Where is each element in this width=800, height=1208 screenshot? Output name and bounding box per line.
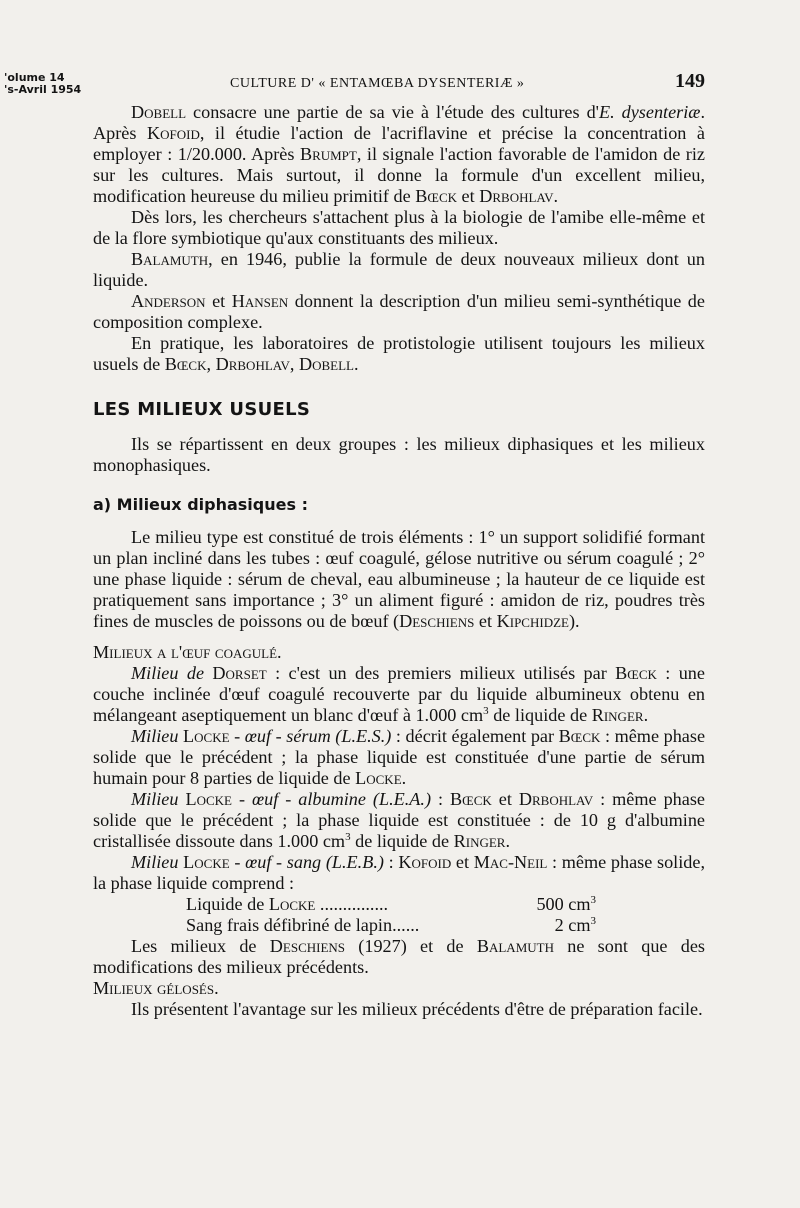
text-run: . [354, 354, 359, 374]
text-run: : même phase solide, la phase liquide comprend : [93, 852, 705, 893]
text-run: et [491, 789, 519, 809]
author-name: Bœck [558, 726, 601, 746]
author-name: Bœck [164, 354, 207, 374]
paragraph-dorset [93, 663, 705, 726]
text-run: et [474, 611, 497, 631]
article-body [93, 102, 705, 1020]
text-run: : même phase solide que le précédent ; la phase liquide est constituée : de 10 g d'albumine cristallisée dissoute dans 1.000 cm [93, 789, 705, 851]
author-name: Bœck [615, 663, 657, 683]
recipe-row [93, 915, 705, 936]
subsection-title: a) Milieux diphasiques : [93, 495, 308, 514]
text-run: , il signale l'action favorable de l'amidon de riz sur les cultures. Mais surtout, il donne la formule d'un excellent milieu, modification heureuse du milieu primitif de [93, 144, 705, 206]
page-number: 149 [675, 70, 705, 92]
text-run: . Après [93, 102, 705, 143]
text-run: (1927) et de [345, 936, 477, 956]
text-run: de liquide de [488, 705, 592, 725]
text-run: Milieu [131, 789, 179, 809]
paragraph-practice [93, 333, 705, 375]
author-name: Deschiens [269, 936, 346, 956]
superscript: 3 [483, 704, 489, 717]
paragraph-dobell [93, 102, 705, 207]
text-run: : c'est un des premiers milieux utilisés par [266, 663, 616, 683]
volume-line: 'olume 14 [4, 71, 65, 84]
text-run: , [206, 354, 216, 374]
leader-dots: ............... [315, 894, 389, 914]
author-name: Balamuth [476, 936, 554, 956]
text-run: Sang frais défibriné de lapin [186, 915, 393, 935]
text-run: , [289, 354, 299, 374]
text-run: Milieu [131, 726, 179, 746]
recipe-quantity [506, 915, 596, 936]
recipe-quantity [506, 894, 596, 915]
text-run: : [383, 852, 399, 872]
author-name: Dobell [298, 354, 354, 374]
medium-formula: - œuf - albumine (L.E.A.) [231, 789, 432, 809]
author-name: Mac-Neil [473, 852, 548, 872]
paragraph-lea [93, 789, 705, 852]
text-run: . [505, 831, 511, 851]
medium-formula: - œuf - sérum (L.E.S.) [229, 726, 392, 746]
leader-dots: ...... [392, 915, 420, 935]
text-run: Le milieu type est constitué de trois éléments : 1° un support solidifié formant un plan incliné dans les tubes : œuf coagulé, gélose nutritive ou sérum coagulé ; 2° une phase liquide : sérum de cheval, eau albumineuse ; la hauteur de ce liquide est pratiquement sans importance ; 3° un aliment figuré : amidon de riz, poudres très fines de muscles de poissons ou de bœuf ( [93, 527, 705, 631]
author-name: Dorset [204, 663, 267, 683]
text-run: consacre une partie de sa vie à l'étude des cultures d' [186, 102, 599, 122]
text-run: , il étudie l'action de l'acriflavine et précise la concentration à employer : 1/20.000. Après [93, 123, 706, 164]
heading-geloses: Milieux gélosés. [93, 978, 219, 998]
author-name: Locke [355, 768, 402, 788]
text-run: et [451, 852, 474, 872]
running-title: CULTURE D' « ENTAMŒBA DYSENTERIÆ » [230, 76, 525, 91]
author-name: Anderson [131, 291, 206, 311]
author-name: Dobell [131, 102, 187, 122]
text-run: , en 1946, publie la formule de deux nouveaux milieux dont un liquide. [93, 249, 705, 290]
author-name: Balamuth [131, 249, 209, 269]
author-name: Brumpt [299, 144, 357, 164]
section-title: LES MILIEUX USUELS [93, 399, 311, 420]
author-name: Kofoid [146, 123, 200, 143]
author-name: Bœck [415, 186, 457, 206]
text-run: et [205, 291, 232, 311]
text-run: Milieu [131, 852, 179, 872]
author-name: Ringer [453, 831, 506, 851]
author-name: Ringer [591, 705, 644, 725]
author-name: Locke [178, 789, 232, 809]
issue-date-line: 's-Avril 1954 [4, 83, 82, 96]
text-run: de liquide de [350, 831, 454, 851]
recipe-ingredient [186, 915, 506, 936]
paragraph-leb [93, 852, 705, 894]
author-name: Deschiens [399, 611, 475, 631]
author-name: Locke [178, 726, 230, 746]
medium-formula: - œuf - sang (L.E.B.) [229, 852, 384, 872]
paragraph-groups: Ils se répartissent en deux groupes : les milieux diphasiques et les milieux monophasiques. [93, 434, 705, 475]
text-run: 500 cm [536, 894, 591, 914]
text-run: . [401, 768, 407, 788]
author-name: Kofoid [398, 852, 452, 872]
text-run: Les milieux de [131, 936, 270, 956]
text-run: : décrit également par [391, 726, 559, 746]
author-name: Locke [178, 852, 230, 872]
author-name: Kipchidze [496, 611, 569, 631]
recipe-ingredient [186, 894, 506, 915]
paragraph-geloses: Ils présentent l'avantage sur les milieux précédents d'être de préparation facile. [131, 999, 703, 1019]
paragraph-balamuth [93, 249, 705, 291]
text-run: ). [568, 611, 580, 631]
heading-oeuf-coagule: Milieux a l'œuf coagulé. [93, 642, 282, 662]
text-run: : même phase solide que le précédent ; la phase liquide est constituée d'une partie de sérum humain pour 8 parties de liquide de [93, 726, 706, 788]
paragraph-modifications [93, 936, 705, 978]
author-name: Drbohlav [479, 186, 554, 206]
author-name: Bœck [450, 789, 492, 809]
text-run: et [457, 186, 480, 206]
recipe-row [93, 894, 705, 915]
author-name: Drbohlav [518, 789, 594, 809]
superscript: 3 [590, 914, 596, 927]
text-run: 2 cm [554, 915, 591, 935]
author-name: Drbohlav [215, 354, 290, 374]
text-run: En pratique, les laboratoires de protistologie utilisent toujours les milieux usuels de [93, 333, 705, 374]
text-run: . [643, 705, 649, 725]
text-run: : [431, 789, 451, 809]
author-name: Locke [268, 894, 316, 914]
paragraph-les [93, 726, 705, 789]
text-run: Milieu de [131, 663, 205, 683]
paragraph-biology: Dès lors, les chercheurs s'attachent plus à la biologie de l'amibe elle-même et de la flore symbiotique qu'aux constituants des milieux. [93, 207, 705, 248]
species-name: E. dysenteriæ [598, 102, 701, 122]
journal-volume [4, 72, 81, 96]
text-run: ne sont que des modifications des milieux précédents. [93, 936, 705, 977]
text-run: . [553, 186, 559, 206]
recipe-list [93, 894, 705, 936]
text-run: donnent la description d'un milieu semi-synthétique de composition complexe. [93, 291, 705, 332]
text-run: Liquide de [186, 894, 269, 914]
paragraph-type-medium [93, 527, 705, 632]
superscript: 3 [345, 830, 351, 843]
paragraph-anderson-hansen [93, 291, 705, 333]
superscript: 3 [590, 893, 596, 906]
text-run: : une couche inclinée d'œuf coagulé recouverte par du liquide albumineux obtenu en mélangeant aseptiquement un blanc d'œuf à 1.000 cm [93, 663, 705, 725]
author-name: Hansen [231, 291, 289, 311]
